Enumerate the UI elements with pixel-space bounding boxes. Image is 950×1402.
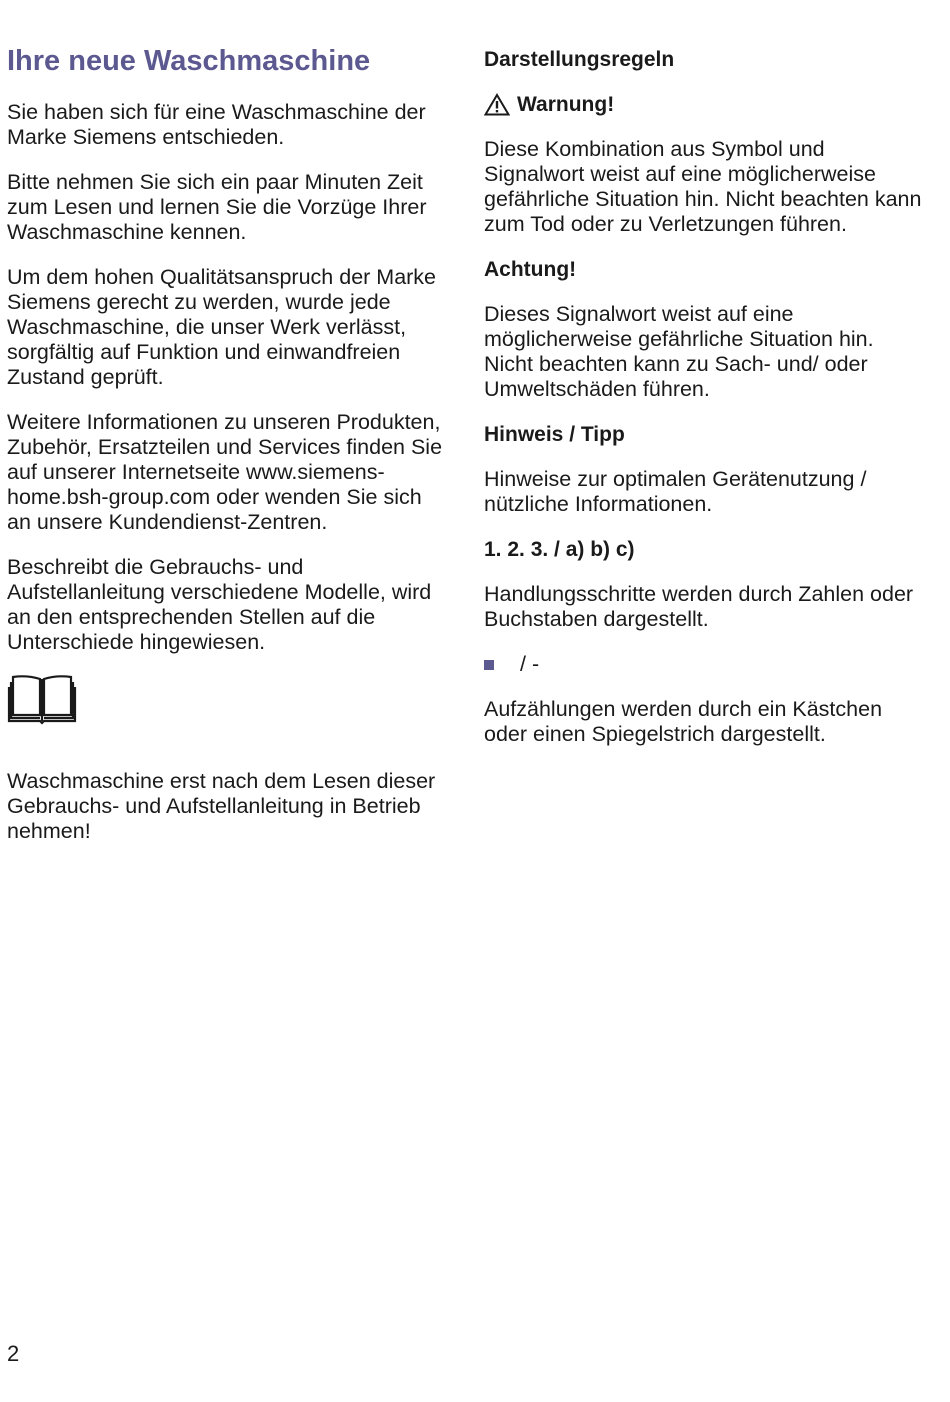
section-heading: Darstellungsregeln [484,48,675,71]
models-paragraph: Beschreibt die Gebrauchs- und Aufstellanleitung verschiedene Modelle, wird an den entsprechenden Stellen auf die Unterschiede hingewiesen. [7,555,432,654]
warning-triangle-icon [484,93,510,116]
quality-paragraph: Um dem hohen Qualitätsanspruch der Marke Siemens gerecht zu werden, wurde jede Waschmaschine, die unser Werk verlässt, sorgfältig auf Funktion und einwandfreien Zustand geprüft. [7,265,437,389]
left-column [7,44,447,864]
right-column [484,44,924,767]
steps-text: Handlungsschritte werden durch Zahlen oder Buchstaben dargestellt. [484,582,914,631]
page-number: 2 [7,1341,20,1366]
page-title: Ihre neue Waschmaschine [7,45,371,77]
list-marker-sample [484,652,924,677]
list-text: Aufzählungen werden durch ein Kästchen oder einen Spiegelstrich dargestellt. [484,697,883,746]
warning-label: Warnung! [517,93,615,116]
warning-text: Diese Kombination aus Symbol und Signalwort weist auf eine möglicherweise gefährliche Situation hin. Nicht beachten kann zum Tod oder zu Verletzungen führen. [484,137,922,236]
hint-text: Hinweise zur optimalen Gerätenutzung / nützliche Informationen. [484,467,867,516]
warning-heading [484,92,924,117]
caution-heading: Achtung! [484,258,577,281]
reading-paragraph: Bitte nehmen Sie sich ein paar Minuten Zeit zum Lesen und lernen Sie die Vorzüge Ihrer Waschmaschine kennen. [7,170,427,244]
hint-heading: Hinweis / Tipp [484,423,625,446]
closing-paragraph: Waschmaschine erst nach dem Lesen dieser Gebrauchs- und Aufstellanleitung in Betrieb nehmen! [7,769,436,843]
intro-paragraph: Sie haben sich für eine Waschmaschine der Marke Siemens entschieden. [7,100,426,149]
caution-text: Dieses Signalwort weist auf eine möglicherweise gefährliche Situation hin. Nicht beachten kann zu Sach- und/ oder Umweltschäden führen. [484,302,874,401]
list-marker-text: / - [520,652,540,676]
info-paragraph: Weitere Informationen zu unseren Produkten, Zubehör, Ersatzteilen und Services finden Sie auf unserer Internetseite www.siemens-home.bsh-group.com oder wenden Sie sich an unsere Kundendienst-Zentren. [7,410,443,534]
square-bullet-icon [484,660,494,670]
steps-heading: 1. 2. 3. / a) b) c) [484,538,635,561]
book-icon [7,675,77,725]
